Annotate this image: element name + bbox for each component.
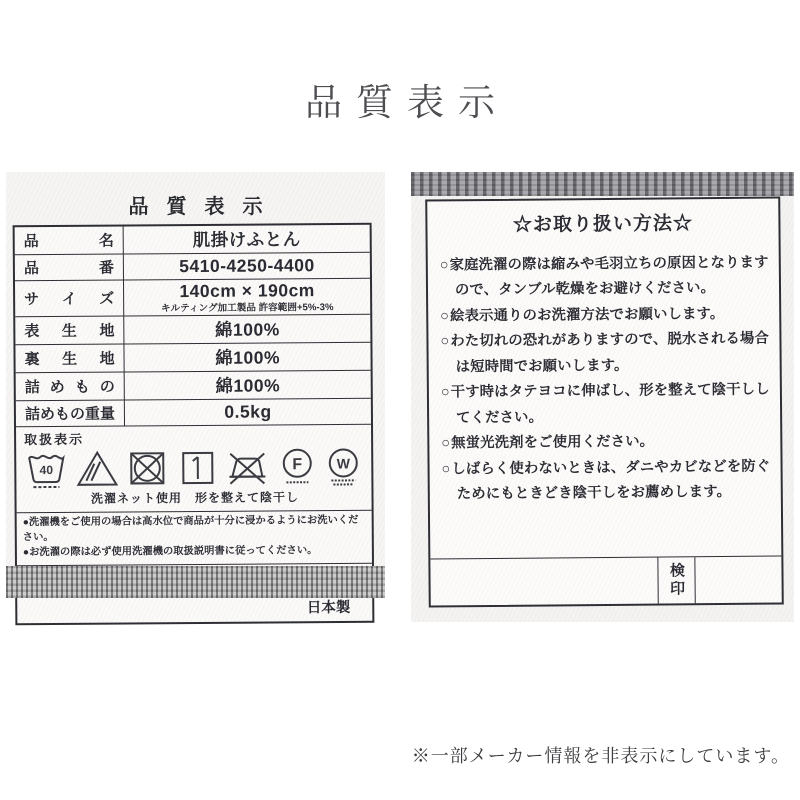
spec-row [16, 398, 371, 426]
svg-text:W: W [336, 455, 350, 472]
dry-clean-f-icon [277, 447, 317, 487]
spec-row-label: 詰 め も の 重 量 [16, 400, 125, 427]
care-instruction: ○しばらく使わないときは、ダニやカビなどを防ぐためにもときどき陰干しをお薦めします。 [441, 458, 771, 503]
care-section-label: 取扱表示 [24, 431, 85, 448]
care-instructions-list [428, 234, 781, 507]
circle-bullet: ○ [440, 333, 450, 350]
spec-row-value: 綿100% [124, 370, 371, 400]
disclaimer-footnote: ※一部メーカー情報を非表示にしています。 [411, 746, 790, 766]
spec-row-value: 0.5kg [124, 398, 371, 426]
care-symbols-section [16, 425, 372, 512]
spec-row [15, 278, 370, 316]
spec-table [15, 225, 371, 427]
care-note: 洗濯ネット使用 形を整えて陰干し [90, 490, 300, 506]
spec-row-label: 裏 生 地 [15, 344, 124, 373]
no-iron-icon [224, 447, 270, 487]
page-title: 品質表示 [305, 83, 509, 124]
hang-dry-icon [176, 448, 218, 488]
circle-bullet: ○ [440, 308, 450, 325]
care-instructions-photo [411, 172, 794, 622]
country-of-origin: 日本製 [306, 599, 351, 616]
wash-notes-section [17, 510, 372, 565]
no-tumble-dry-icon [125, 448, 169, 488]
circle-bullet: ○ [441, 460, 451, 477]
spec-row-value: 140cm × 190cm キルティング加工製品 許容範囲+5%-3% [124, 278, 371, 316]
spec-row-label: サ イ ズ [15, 280, 124, 317]
svg-text:F: F [291, 456, 302, 474]
wash-40-icon [24, 449, 68, 489]
care-instruction: ○わた切れの恐れがありますので、脱水される場合は短時間でお願いします。 [440, 330, 770, 376]
spec-row [16, 370, 371, 400]
spec-row-value: 5410-4250-4400 [123, 252, 370, 280]
spec-row [15, 225, 370, 255]
blank-area [430, 505, 781, 559]
spec-row [15, 342, 370, 372]
inspection-stamp-box: 検印 [657, 557, 695, 603]
spec-row [15, 252, 370, 280]
gray-knit-fabric [6, 566, 385, 598]
care-instructions-title: ☆お取り扱い方法☆ [512, 213, 694, 236]
wet-clean-w-icon [323, 447, 363, 487]
care-instructions-card [425, 196, 784, 607]
bleach-triangle-icon [75, 449, 119, 489]
spec-table-box [13, 223, 375, 625]
spec-row-value: 綿100% [124, 314, 371, 344]
stamp-row [430, 555, 781, 605]
spec-row-label: 品 番 [15, 254, 124, 281]
spec-row-label: 表 生 地 [15, 316, 124, 345]
spec-row-value: 綿100% [124, 342, 371, 372]
quality-label-photo [6, 172, 385, 616]
wash-note: ●洗濯機をご使用の場合は高水位で商品が十分に浸かるようにお洗いください。 [22, 514, 359, 544]
care-symbols-row [24, 446, 365, 489]
svg-text:40: 40 [39, 462, 54, 478]
label-photos-row [0, 172, 800, 622]
care-instruction: ○干す時はタテヨコに伸ばし、形を整えて陰干ししてください。 [440, 381, 770, 426]
empty-stamp-cell [695, 556, 781, 603]
gray-fabric-edge [411, 172, 794, 196]
spec-row-value: 肌掛けふとん [123, 225, 370, 254]
spec-row-label: 詰 め も の [16, 372, 125, 401]
circle-bullet: ○ [439, 257, 449, 274]
spec-row-label: 品 名 [15, 226, 124, 254]
circle-bullet: ○ [441, 435, 451, 452]
care-instruction: ○絵表示通りのお洗濯方法でお願いします。 [440, 305, 725, 325]
circle-bullet: ○ [440, 384, 450, 401]
wash-note: ●お洗濯の際は必ず使用洗濯機の取扱説明書に従ってください。 [22, 544, 318, 559]
care-instruction: ○家庭洗濯の際は縮みや毛羽立ちの原因となりますので、タンブル乾燥をお避けください。 [439, 254, 769, 299]
spec-row [15, 314, 370, 344]
label-title: 品質表示 [128, 196, 281, 218]
care-instruction: ○無蛍光洗剤をご使用ください。 [441, 433, 655, 452]
